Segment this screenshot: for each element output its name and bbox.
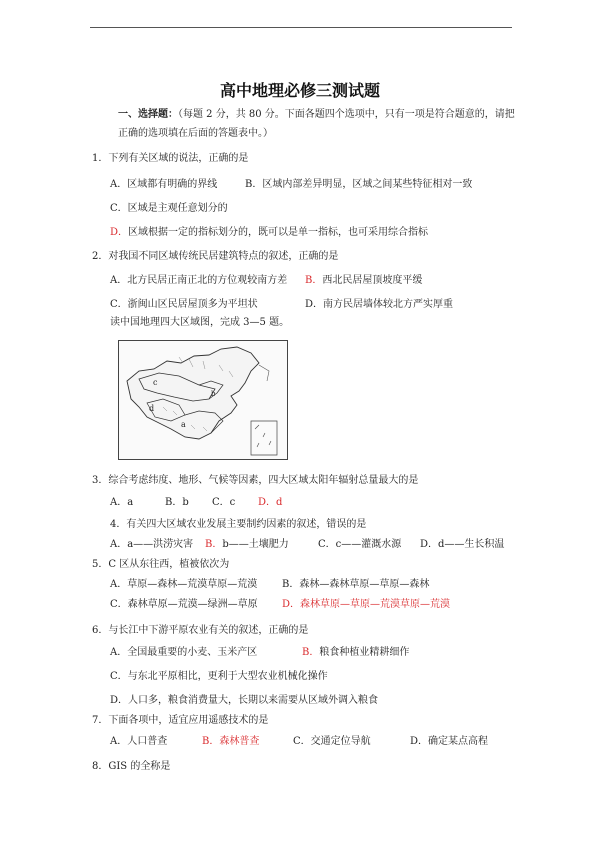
q6-option-d: D．人口多，粮食消费量大，长期以来需要从区域外调入粮食 [110, 695, 379, 706]
q7-option-a: A．人口普查 [110, 736, 168, 747]
q2-option-a: A．北方民居正南正北的方位观较南方差 [110, 275, 288, 286]
q1-answer-letter: D． [110, 227, 129, 238]
header-rule [90, 27, 512, 28]
section-header [118, 108, 515, 122]
q3-option-c: C．c [212, 497, 236, 508]
q1-option-d [110, 226, 428, 240]
q7-option-d: D．确定某点高程 [410, 736, 489, 747]
q4-option-a: A．a——洪涝灾害 [110, 539, 194, 550]
q7-option-b: B．森林普查 [202, 736, 260, 747]
q5-option-b: B．森林—森林草原—草原—森林 [282, 579, 430, 590]
q5-option-c: C．森林草原—荒漠—绿洲—草原 [110, 599, 258, 610]
q4-option-c: C．c——灌溉水源 [318, 539, 402, 550]
q6-option-a: A．全国最重要的小麦、玉米产区 [110, 647, 258, 658]
page-title: 高中地理必修三测试题 [219, 81, 380, 100]
q1-option-c: C．区域是主观任意划分的 [110, 203, 228, 214]
map-label-c: c [153, 378, 158, 387]
q4-option-b-text: b——土壤肥力 [222, 539, 289, 550]
q1-option-a: A．区域都有明确的界线 [110, 179, 218, 190]
map-label-b: b [211, 390, 216, 398]
q3-option-a: A．a [110, 497, 134, 508]
map-label-a: a [181, 420, 186, 429]
q4-option-b [205, 538, 289, 552]
q5-stem: 5．C 区从东往西，植被依次为 [92, 559, 230, 570]
q1-stem: 1．下列有关区域的说法，正确的是 [92, 153, 249, 164]
q7-option-c: C．交通定位导航 [293, 736, 371, 747]
map-intro: 读中国地理四大区域图，完成 3—5 题。 [110, 317, 290, 328]
q6-option-c: C．与东北平原相比，更利于大型农业机械化操作 [110, 671, 328, 682]
q7-stem: 7．下面各项中，适宜应用遥感技术的是 [92, 715, 269, 726]
q5-option-a: A．草原—森林—荒漠草原—荒漠 [110, 579, 258, 590]
q6-option-b [302, 646, 409, 660]
section-label: 一、选择题： [118, 109, 178, 120]
q6-option-b-text: 粮食种植业精耕细作 [319, 647, 410, 658]
q2-option-c: C．浙闽山区民居屋顶多为平坦状 [110, 299, 258, 310]
section-intro-1: （每题 2 分，共 80 分。下面各题四个选项中，只有一项是符合题意的，请把 [178, 109, 515, 120]
china-regions-map [118, 340, 288, 460]
q3-stem: 3．综合考虑纬度、地形、气候等因素，四大区域太阳年辐射总量最大的是 [92, 475, 419, 486]
q1-option-b: B．区域内部差异明显，区域之间某些特征相对一致 [245, 179, 473, 190]
q5-option-d: D．森林草原—草原—荒漠草原—荒漠 [282, 599, 451, 610]
q2-option-b [305, 274, 422, 288]
q8-stem: 8．GIS 的全称是 [92, 761, 171, 772]
q2-answer-letter: B． [305, 275, 323, 286]
q4-option-d: D．d——生长积温 [420, 539, 505, 550]
q3-option-b: B．b [165, 497, 189, 508]
q4-stem: 4．有关四大区域农业发展主要制约因素的叙述，错误的是 [110, 519, 367, 530]
q2-stem: 2．对我国不同区域传统民居建筑特点的叙述，正确的是 [92, 251, 339, 262]
map-label-d: d [149, 404, 155, 413]
q3-option-d: D．d [258, 497, 283, 508]
q2-option-d: D．南方民居墙体较北方严实厚重 [305, 299, 454, 310]
q4-answer-letter: B． [205, 539, 223, 550]
map-figure [119, 341, 287, 459]
q2-option-b-text: 西北民居屋顶坡度平缓 [322, 275, 423, 286]
q1-option-d-text: 区域根据一定的指标划分的，既可以是单一指标，也可采用综合指标 [128, 227, 429, 238]
q6-answer-letter: B． [302, 647, 320, 658]
section-intro-2: 正确的选项填在后面的答题表中。） [118, 128, 273, 139]
q6-stem: 6．与长江中下游平原农业有关的叙述，正确的是 [92, 625, 309, 636]
